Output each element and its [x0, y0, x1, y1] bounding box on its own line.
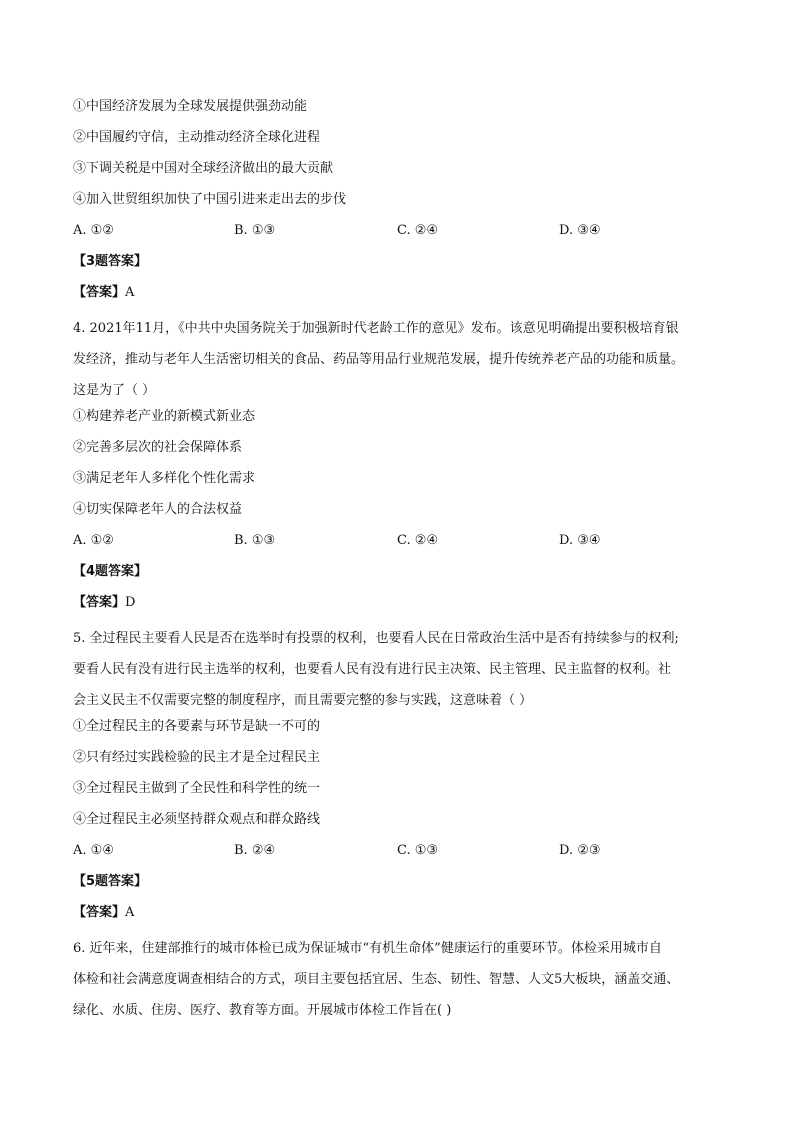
q5-statement-1: ①全过程民主的各要素与环节是缺一不可的 [73, 719, 321, 734]
q5-statement-4: ④全过程民主必须坚持群众观点和群众路线 [73, 812, 321, 827]
q5-answer-heading: 【5题答案】 [73, 874, 148, 889]
q4-option-b: B. ①③ [234, 533, 276, 548]
q5-stem-line-3: 会主义民主不仅需要完整的制度程序，而且需要完整的参与实践，这意味着（ ） [73, 693, 533, 708]
q3-option-d: D. ③④ [559, 223, 601, 238]
document-content [73, 96, 723, 1026]
q4-answer-heading: 【4题答案】 [73, 564, 148, 579]
q3-statement-2: ②中国履约守信，主动推动经济全球化进程 [73, 130, 321, 145]
q4-stem-line-1: 4. 2021年11月，《中共中央国务院关于加强新时代老龄工作的意见》发布。该意见明确提出要积极培育银 [73, 321, 679, 336]
q5-statement-2: ②只有经过实践检验的民主才是全过程民主 [73, 750, 321, 765]
q4-statement-2: ②完善多层次的社会保障体系 [73, 440, 243, 455]
q4-answer-tag: 【答案】 [73, 595, 126, 610]
q3-options [73, 220, 723, 251]
q3-statement-1: ①中国经济发展为全球发展提供强劲动能 [73, 99, 308, 114]
q3-answer-heading: 【3题答案】 [73, 254, 148, 269]
q4-options [73, 530, 723, 561]
q5-option-c: C. ①③ [397, 843, 439, 858]
q3-option-a: A. ①② [73, 223, 114, 238]
q4-statement-3: ③满足老年人多样化个性化需求 [73, 471, 256, 486]
q4-stem-line-2: 发经济，推动与老年人生活密切相关的食品、药品等用品行业规范发展，提升传统养老产品的功能和质量。 [73, 352, 685, 367]
q5-option-d: D. ②③ [559, 843, 601, 858]
q3-answer-tag: 【答案】 [73, 285, 126, 300]
q5-answer [73, 902, 723, 933]
q4-statement-1: ①构建养老产业的新模式新业态 [73, 409, 256, 424]
q5-answer-tag: 【答案】 [73, 905, 126, 920]
q3-answer [73, 282, 723, 313]
q5-stem [73, 623, 723, 716]
q4-option-c: C. ②④ [397, 533, 439, 548]
q3-answer-value: A [125, 285, 135, 300]
q6-stem [73, 933, 723, 1026]
q5-stem-line-2: 要看人民有没有进行民主选举的权利，也要看人民有没有进行民主决策、民主管理、民主监督的权利。社 [73, 662, 672, 677]
q3-statement-4: ④加入世贸组织加快了中国引进来走出去的步伐 [73, 192, 347, 207]
q6-stem-line-1: 6. 近年来，住建部推行的城市体检已成为保证城市“有机生命体”健康运行的重要环节。体检采用城市自 [73, 941, 662, 956]
q3-option-b: B. ①③ [234, 223, 276, 238]
q4-option-d: D. ③④ [559, 533, 601, 548]
q5-answer-value: A [125, 905, 135, 920]
q4-stem [73, 313, 723, 406]
q4-answer-value: D [125, 595, 136, 610]
q4-answer [73, 592, 723, 623]
q4-stem-line-3: 这是为了（ ） [73, 383, 156, 398]
q5-option-a: A. ①④ [73, 843, 114, 858]
q3-statement-3: ③下调关税是中国对全球经济做出的最大贡献 [73, 161, 334, 176]
q6-stem-line-3: 绿化、水质、住房、医疗、教育等方面。开展城市体检工作旨在( ) [73, 1003, 452, 1018]
q5-option-b: B. ②④ [234, 843, 276, 858]
q3-option-c: C. ②④ [397, 223, 439, 238]
q5-statement-3: ③全过程民主做到了全民性和科学性的统一 [73, 781, 321, 796]
q5-options [73, 840, 723, 871]
q6-stem-line-2: 体检和社会满意度调查相结合的方式，项目主要包括宜居、生态、韧性、智慧、人文5大板块，涵盖交通、 [73, 972, 680, 987]
q4-option-a: A. ①② [73, 533, 114, 548]
q5-stem-line-1: 5. 全过程民主要看人民是否在选举时有投票的权利，也要看人民在日常政治生活中是否有持续参与的权利; [73, 631, 679, 646]
q4-statement-4: ④切实保障老年人的合法权益 [73, 502, 243, 517]
